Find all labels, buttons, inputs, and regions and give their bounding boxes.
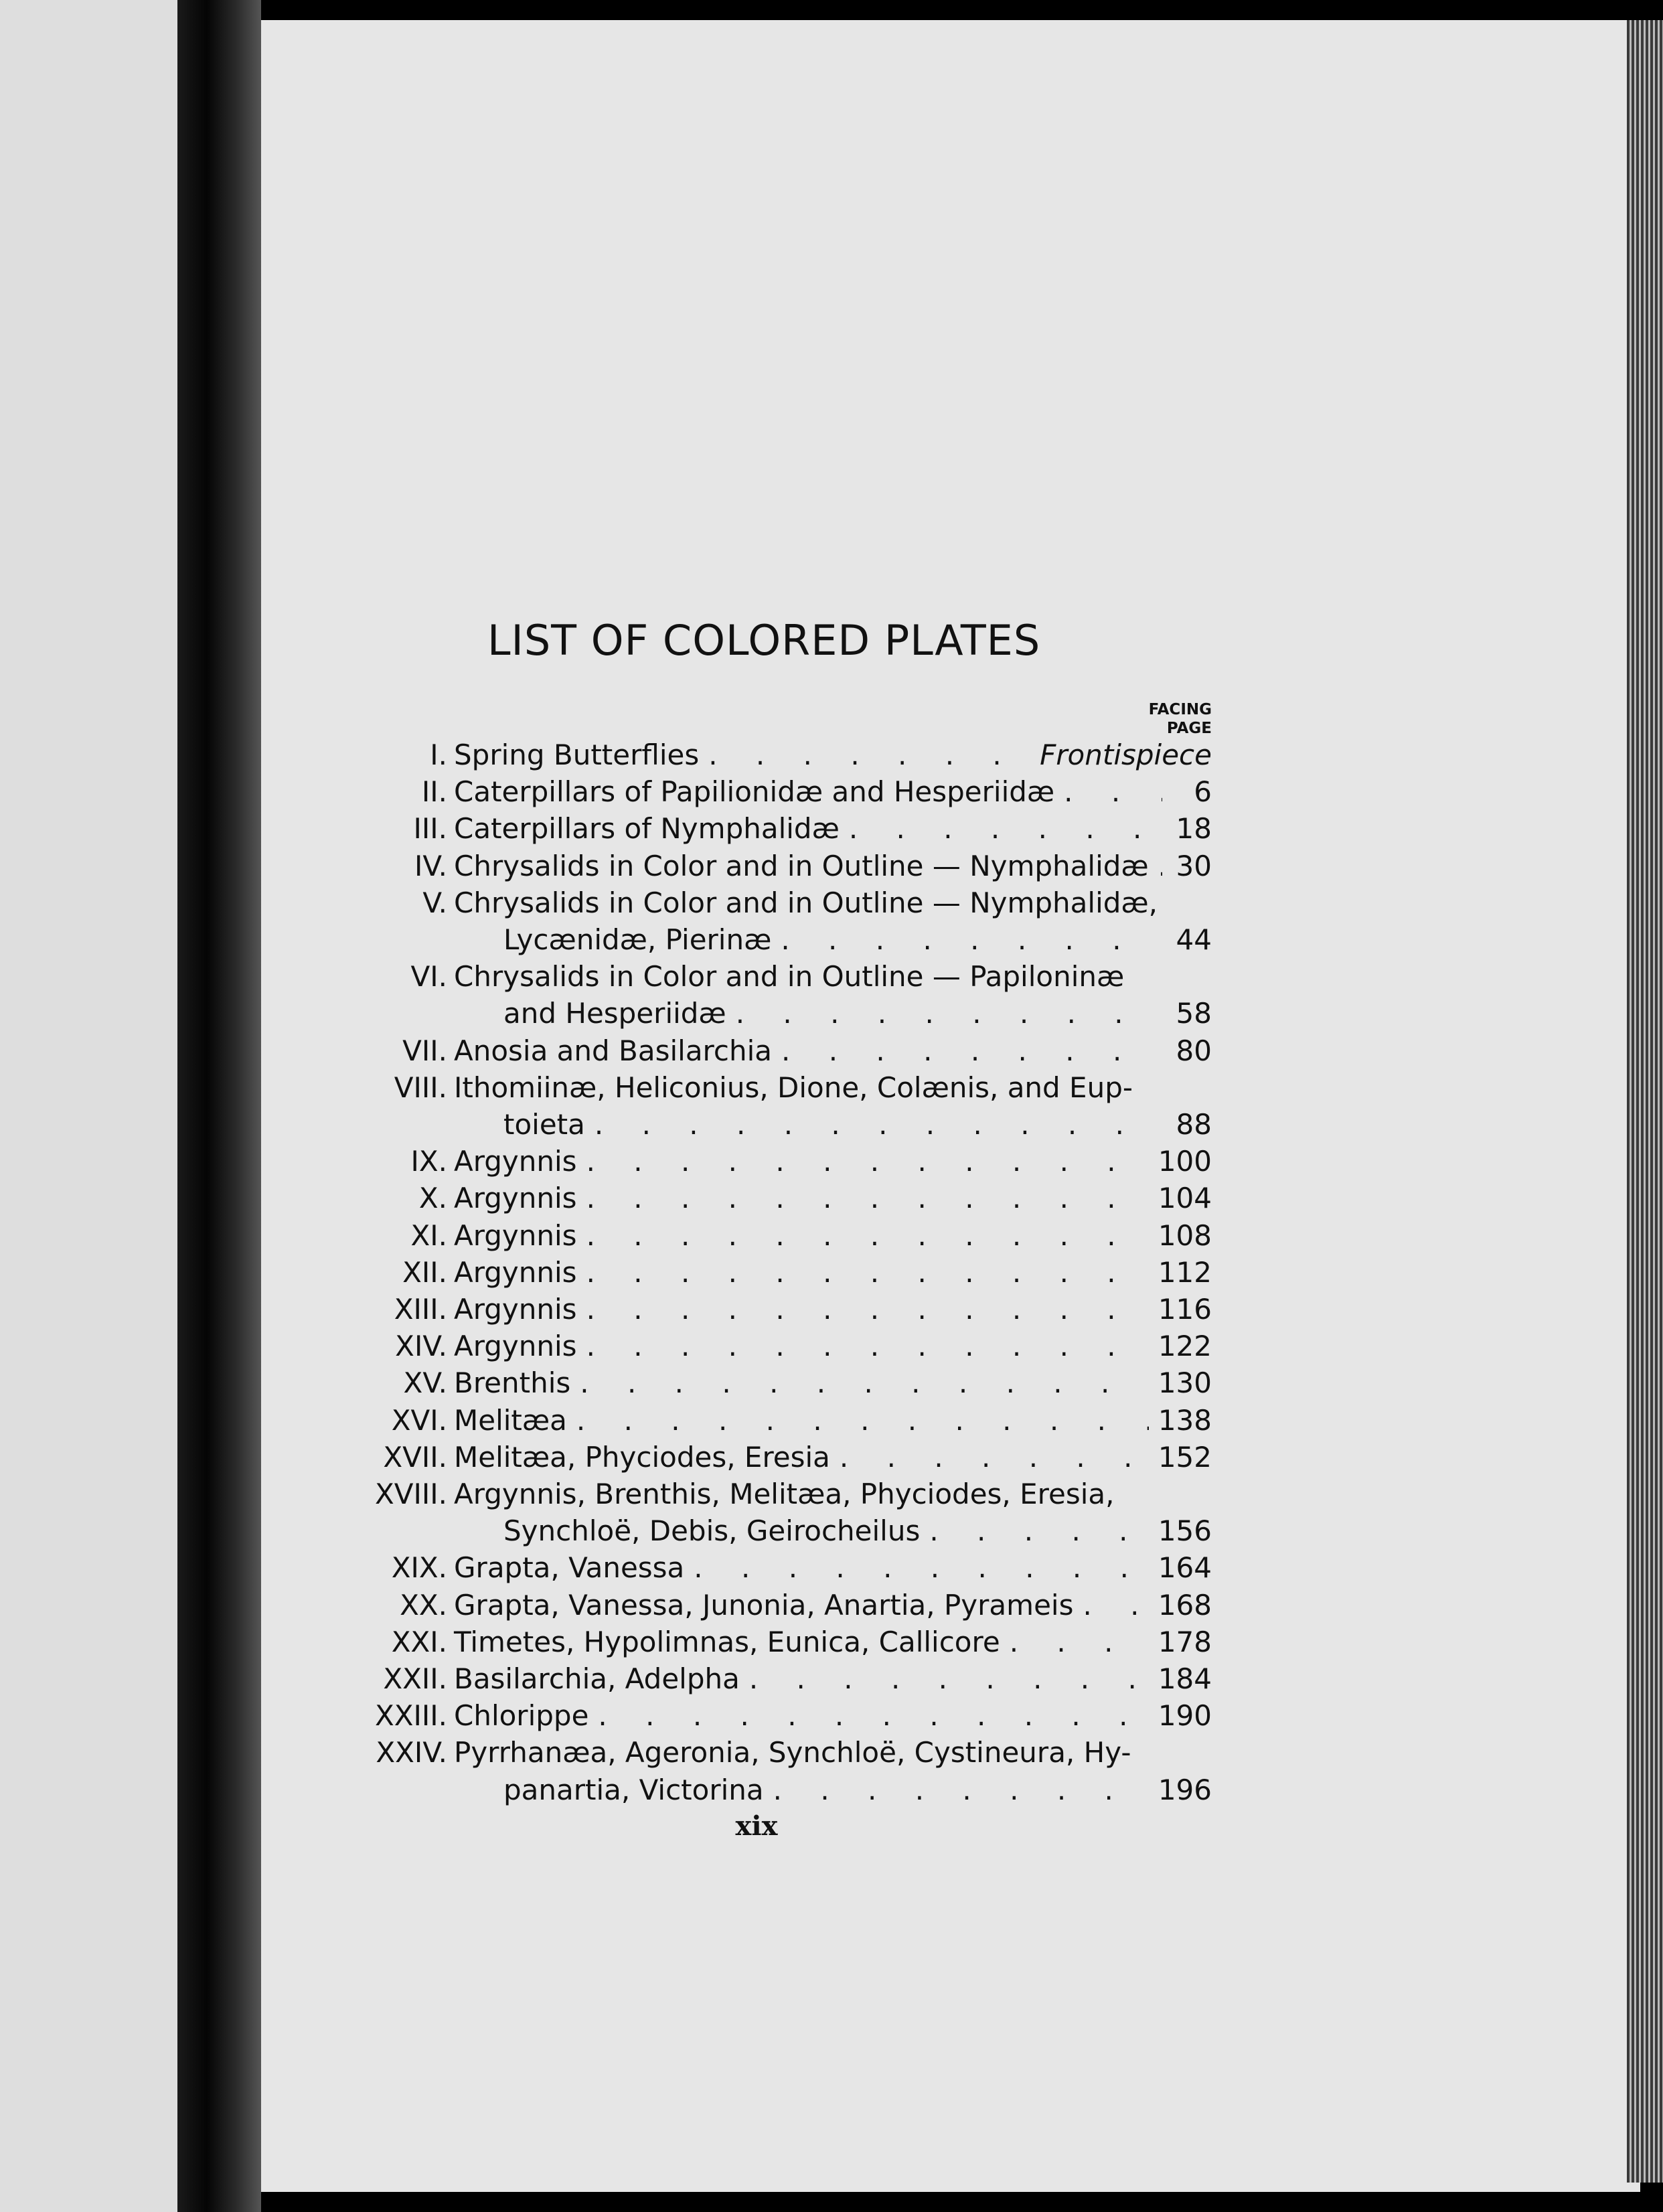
plate-number: XXI. [391, 1625, 447, 1658]
plate-entry [454, 1328, 1212, 1365]
plate-number: I. [430, 738, 447, 771]
plate-number: X. [418, 1182, 447, 1215]
plate-title: Anosia and Basilarchia [454, 1034, 773, 1067]
leader-dots [726, 995, 1162, 1032]
plate-number: VI. [410, 960, 447, 994]
plate-entry [454, 1439, 1212, 1476]
plate-entry [454, 884, 1212, 922]
plate-title: Melitæa, Phyciodes, Eresia [454, 1440, 830, 1474]
plate-page-number: 112 [1158, 1255, 1212, 1289]
plate-number: XVI. [391, 1403, 447, 1437]
plate-entry [454, 1180, 1212, 1217]
plate-title: Ithomiinæ, Heliconius, Dione, Colænis, and Eup- [454, 1071, 1133, 1104]
leader-dots [740, 1660, 1149, 1698]
plate-page-number: 18 [1176, 812, 1212, 846]
plate-title: Argynnis [454, 1255, 577, 1289]
plate-entry [503, 1106, 1212, 1143]
plate-entry [454, 848, 1212, 885]
plate-title: panartia, Victorina [503, 1773, 764, 1806]
plate-entry [454, 1734, 1212, 1771]
plate-entry [454, 1364, 1212, 1402]
plate-entry [454, 958, 1212, 996]
plate-number: XIX. [391, 1551, 447, 1585]
leader-dots [772, 1032, 1162, 1070]
plate-number: II. [421, 775, 447, 809]
plate-title: Brenthis [454, 1366, 571, 1400]
plate-title: Argynnis [454, 1330, 577, 1363]
plate-number: V. [422, 886, 447, 919]
plate-page-number: Frontispiece [1040, 738, 1212, 771]
plate-number: III. [413, 812, 447, 846]
leader-dots [577, 1180, 1149, 1217]
plate-entry [503, 1771, 1212, 1809]
plate-title: Argynnis [454, 1218, 577, 1252]
plate-title: Chrysalids in Color and in Outline — Papiloninæ [454, 960, 1125, 994]
plate-number: XXII. [383, 1662, 447, 1695]
plate-page-number: 184 [1158, 1662, 1212, 1695]
plate-number: IX. [410, 1145, 447, 1178]
plate-title: toieta [503, 1108, 585, 1141]
plate-page-number: 44 [1176, 923, 1212, 956]
leader-dots [830, 1439, 1149, 1476]
plate-title: Grapta, Vanessa [454, 1551, 685, 1585]
page-title: LIST OF COLORED PLATES [487, 616, 1041, 665]
leader-dots [840, 810, 1162, 848]
plate-number: XI. [410, 1218, 447, 1252]
plate-number: XIV. [395, 1330, 447, 1363]
plate-page-number: 88 [1176, 1108, 1212, 1141]
plate-entry [454, 1660, 1212, 1698]
plate-page-number: 30 [1176, 849, 1212, 882]
leader-dots [577, 1254, 1149, 1291]
leader-dots [684, 1549, 1149, 1587]
plate-number: VIII. [394, 1071, 447, 1104]
plate-page-number: 168 [1158, 1588, 1212, 1622]
plate-title: Chrysalids in Color and in Outline — Nymphalidæ, [454, 886, 1158, 919]
plate-number: XVII. [383, 1440, 447, 1474]
plate-title: Timetes, Hypolimnas, Eunica, Callicore [454, 1625, 1000, 1658]
leader-dots [577, 1217, 1149, 1255]
plate-title: Synchloë, Debis, Geirocheilus [503, 1514, 921, 1548]
page-label-line: PAGE [1166, 720, 1212, 737]
plate-page-number: 100 [1158, 1145, 1212, 1178]
plate-page-number: 116 [1158, 1293, 1212, 1326]
leader-dots [1073, 1587, 1148, 1624]
leader-dots [920, 1512, 1148, 1550]
plate-page-number: 6 [1194, 775, 1212, 809]
leader-dots [1000, 1624, 1149, 1661]
leader-dots [570, 1364, 1149, 1402]
plate-title: Caterpillars of Nymphalidæ [454, 812, 840, 846]
plate-title: Caterpillars of Papilionidæ and Hesperiidæ [454, 775, 1055, 809]
plate-entry [454, 1697, 1212, 1735]
plate-entry [503, 1512, 1212, 1550]
plate-number: VII. [402, 1034, 447, 1067]
plate-page-number: 108 [1158, 1218, 1212, 1252]
plate-page-number: 80 [1176, 1034, 1212, 1067]
plate-number: XIII. [394, 1293, 447, 1326]
plate-page-number: 164 [1158, 1551, 1212, 1585]
plate-title: Chlorippe [454, 1699, 589, 1733]
plate-page-number: 138 [1158, 1403, 1212, 1437]
leader-dots [577, 1143, 1149, 1180]
leader-dots [764, 1771, 1149, 1809]
plate-title: Argynnis [454, 1182, 577, 1215]
plate-title: Chrysalids in Color and in Outline — Nymphalidæ [454, 849, 1149, 882]
plate-entry [503, 995, 1212, 1032]
plate-entry [454, 1217, 1212, 1255]
leader-dots [1054, 773, 1162, 811]
leader-dots [577, 1328, 1149, 1365]
plate-entry [454, 1254, 1212, 1291]
leader-dots [567, 1402, 1149, 1439]
plate-entry [454, 1032, 1212, 1070]
plate-title: Argynnis [454, 1145, 577, 1178]
plate-title: Argynnis, Brenthis, Melitæa, Phyciodes, Eresia, [454, 1478, 1115, 1510]
facing-label-line: FACING [1148, 701, 1212, 718]
plate-page-number: 152 [1158, 1440, 1212, 1474]
plate-entry [454, 1587, 1212, 1624]
plate-title: and Hesperiidæ [503, 997, 726, 1030]
leader-dots [771, 921, 1162, 959]
plate-entry [454, 1402, 1212, 1439]
plate-title: Melitæa [454, 1403, 567, 1437]
plate-entry [454, 1476, 1212, 1513]
plate-entry [454, 810, 1212, 848]
plate-number: XV. [403, 1366, 447, 1400]
leader-dots [588, 1697, 1148, 1735]
plate-entry [454, 1291, 1212, 1328]
plate-page-number: 58 [1176, 997, 1212, 1030]
plate-number: IV. [414, 849, 447, 882]
plate-title: Lycænidæ, Pierinæ [503, 923, 772, 956]
plate-entry [454, 1069, 1212, 1107]
plate-entry [454, 1624, 1212, 1661]
plate-entry [454, 736, 1212, 774]
plate-page-number: 190 [1158, 1699, 1212, 1733]
plate-number: XX. [400, 1588, 447, 1622]
plate-page-number: 178 [1158, 1625, 1212, 1658]
leader-dots [1149, 848, 1162, 885]
plate-entry [503, 921, 1212, 959]
plate-page-number: 122 [1158, 1330, 1212, 1363]
plate-page-number: 196 [1158, 1773, 1212, 1806]
plate-page-number: 130 [1158, 1366, 1212, 1400]
leader-dots [577, 1291, 1149, 1328]
plate-page-number: 104 [1158, 1182, 1212, 1215]
plate-number: XXIII. [374, 1699, 447, 1733]
leader-dots [585, 1106, 1162, 1143]
page-folio: xix [735, 1810, 778, 1842]
plate-title: Spring Butterflies [454, 738, 700, 771]
plate-number: XII. [402, 1255, 447, 1289]
plate-number: XVIII. [374, 1478, 447, 1510]
plate-title: Grapta, Vanessa, Junonia, Anartia, Pyrameis [454, 1588, 1074, 1622]
plate-entry [454, 1143, 1212, 1180]
plate-entry [454, 773, 1212, 811]
plate-entry [454, 1549, 1212, 1587]
plate-title: Pyrrhanæa, Ageronia, Synchloë, Cystineura, Hy- [454, 1736, 1131, 1769]
plate-title: Basilarchia, Adelpha [454, 1662, 740, 1695]
plate-page-number: 156 [1158, 1514, 1212, 1548]
plate-number: XXIV. [376, 1736, 447, 1769]
plate-title: Argynnis [454, 1293, 577, 1326]
leader-dots [699, 736, 1030, 774]
